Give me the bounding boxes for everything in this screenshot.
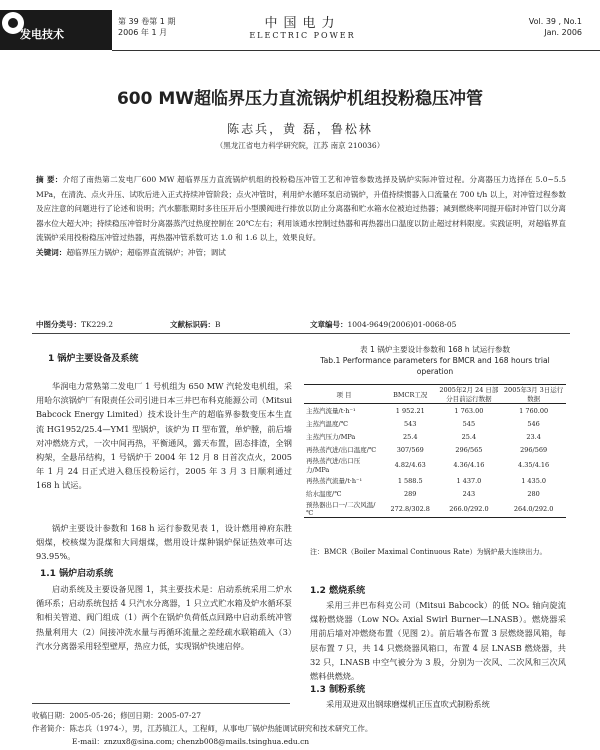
table-cell-bmcr: 543 <box>404 419 417 428</box>
table-cell-b: 1 760.00 <box>519 406 549 415</box>
section-1-3-paragraph: 采用双进双出钢球磨煤机正压直吹式制粉系统 <box>326 699 490 709</box>
table-cell-item: 主蒸汽压力/MPa <box>306 433 356 441</box>
table-cell-bmcr: 307/569 <box>396 445 424 454</box>
table-row <box>304 404 566 418</box>
author-email: E-mail：znzux8@sina.com; chenzb008@mails.tsinghua.edu.cn <box>72 737 310 746</box>
keywords: 超临界压力锅炉；超临界直流锅炉；冲管；调试 <box>66 247 226 257</box>
abstract-divider <box>32 333 570 334</box>
table-cell-item: 预热器出口一/二次风温/℃ <box>306 501 376 517</box>
table-cell-item: 再热蒸汽进/出口压力/MPa <box>306 457 361 474</box>
table-cell-b: 546 <box>527 419 540 428</box>
col-bmcr: BMCR工况 <box>393 390 428 399</box>
table-cell-a: 266.0/292.0 <box>449 504 489 513</box>
table-cell-b: 1 435.0 <box>521 476 547 485</box>
table-cell-b: 23.4 <box>526 432 541 441</box>
table-cell-item: 再热蒸汽流量/t·h⁻¹ <box>306 477 363 485</box>
section-1-paragraph: 华润电力常熟第二发电厂 1 号机组为 650 MW 汽轮发电机组，采用哈尔滨锅炉厂有限责任公司引进日本三井巴布科克能源公司（Mitsui Babcock Energy Limited）技术设计生产的超临界参数变压本生直流 HG1952/25.4—YM1 型锅炉，该炉为 Π 型布置，单炉膛，前后墙对冲燃烧方式，一次中间再热，平衡通风，露天布置，固态排渣，全钢构架，全悬吊结构，1 号锅炉于 2004 年 12 月 8 日首次点火，2005 年 1 月 24 日正式进入稳压投粉运行，2005 年 3 月 3 日顺利通过 168 h 试运。 <box>36 381 292 491</box>
clc-code: 中图分类号：TK229.2 <box>36 320 114 329</box>
table-row <box>304 417 566 430</box>
table-cell-b: 4.35/4.16 <box>518 461 550 469</box>
abstract-text: 介绍了南热第二发电厂600 MW 超临界压力直流锅炉机组的投粉稳压冲管工艺和冲管参数选择及锅炉实际冲管过程。分离器压力选择在 5.0~5.5 MPa，在清洗、点火升压、试吹后进入正式持续冲管阶段；点火冲管时，利用炉水循环泵启动锅炉，升值持续惯器入口流量在 700 t/h 以上，对冲管过程参数及应注意的问题进行了论述和说明；汽水膨胀期时多往压开后小型膜阀进行排放以防止分离器和贮水箱水位被迫过热器；减到燃烧率同提开临时冲管门以分离器水位大超大冲；持续稳压冲管时分离器蒸汽过热度控制在 20℃左右；利用该通水控制过热器和再热器出口温度以防止超过材料限度。实践证明，对超临界直流锅炉采用投粉稳压冲管过热器，再热器冲管系数可达 1.0 和 1.6 以上，效果良好。 <box>36 175 566 243</box>
table-row <box>304 430 566 443</box>
footnote-divider <box>32 703 290 704</box>
table-cell-item: 再热蒸汽进/出口温度/℃ <box>306 446 377 454</box>
abstract-label: 摘 要： <box>36 175 63 184</box>
table-row <box>304 456 566 474</box>
table-cell-bmcr: 25.4 <box>403 432 418 441</box>
section-1-2-paragraph: 采用三井巴布科克公司（Mitsui Babcock）的低 NOₓ 轴向旋流煤粉燃烧器（Low NOₓ Axial Swirl Burner—LNASB）。燃烧器采用前后墙对冲燃烧布置（见图 2）。前后墙各布置 3 层燃烧器风箱，每层布置 7 只，共 14 只燃烧器风箱口，布置 4 层 LNASB 燃烧器，共 32 只，LNASB 中空气被分为 3 股，分别为一次风、二次风和三次风燃料供燃烧。 <box>310 600 566 682</box>
table-cell-b: 264.0/292.0 <box>513 504 554 513</box>
table-row <box>304 443 566 456</box>
col-item: 项 目 <box>336 390 352 399</box>
table-cell-b: 296/569 <box>520 445 548 454</box>
footnote <box>32 709 572 748</box>
document-code: 文献标识码：B <box>170 320 221 329</box>
table-cell-a: 1 763.00 <box>454 406 484 415</box>
article-number: 文章编号：1004-9649(2006)01-0068-05 <box>310 320 457 329</box>
journal-name: 中国电力 ELECTRIC POWER <box>249 16 356 40</box>
section-1-1-title: 1.1 锅炉启动系统 <box>40 569 114 579</box>
abstract <box>36 173 566 261</box>
logo-label: 发电技术 <box>20 28 64 41</box>
journal-logo <box>0 10 112 50</box>
header-divider <box>112 50 600 51</box>
issue-info-en: Vol. 39 , No.1 Jan. 2006 <box>528 17 582 37</box>
section-1-2-title: 1.2 燃烧系统 <box>310 586 366 596</box>
table-1-note: 注：BMCR（Boiler Maximal Continuous Rate）为锅炉最大连续出力。 <box>310 548 547 556</box>
section-1-3-title: 1.3 制粉系统 <box>310 685 366 695</box>
section-1-title: 1 锅炉主要设备及系统 <box>48 354 139 364</box>
table-cell-a: 25.4 <box>461 432 477 441</box>
table-cell-bmcr: 289 <box>404 489 417 498</box>
table-row <box>304 474 566 487</box>
table-cell-a: 296/565 <box>455 445 483 454</box>
received-date: 收稿日期：2005-05-26；修回日期：2005-07-27 <box>32 711 201 720</box>
section-1-1-paragraph: 启动系统及主要设备见图 1，其主要技术是：启动系统采用二炉水循环系；启动系统包括 4 只汽水分离器，1 只立式贮水箱及炉水循环泵和相关管道、阀门组成（1）两个在锅炉负荷低点回路中启动系统冲管热量利用大（2）间接冲洗水量与再循环流量之差经疏水联箱疏入（3）汽水分离器采用轻型壁厚，热应力低，实现锅炉快速启停。 <box>36 584 292 651</box>
authors: 陈志兵，黄 磊，鲁松林 <box>227 122 373 136</box>
table-1 <box>304 384 566 518</box>
table-cell-a: 4.36/4.16 <box>453 461 485 469</box>
table-cell-item: 主蒸汽温度/℃ <box>306 420 348 428</box>
table-cell-bmcr: 1 952.21 <box>395 406 425 415</box>
paper-title: 600 MW超临界压力直流锅炉机组投粉稳压冲管 <box>116 89 484 109</box>
table-row <box>304 500 566 518</box>
table-cell-a: 1 437.0 <box>456 476 482 485</box>
table-cell-a: 545 <box>462 419 476 428</box>
table-cell-b: 280 <box>527 489 540 498</box>
section-1-paragraph-2: 锅炉主要设计参数和 168 h 运行参数见表 1，设计燃用神府东胜烟煤，校核煤为混煤和大同烟煤，燃用设计煤种锅炉保证热效率可达 93.95%。 <box>36 523 292 562</box>
table-1-caption: 表 1 锅炉主要设计参数和 168 h 试运行参数 Tab.1 Performance parameters for BMCR and 168 hours trial operation <box>320 345 550 376</box>
author-bio: 作者简介：陈志兵（1974-），男，江苏镇江人，工程师，从事电厂锅炉热能调试研究和技术研究工作。 <box>32 724 373 733</box>
table-cell-bmcr: 1 588.5 <box>397 476 423 485</box>
issue-info-cn: 第 39 卷第 1 期 2006 年 1 月 <box>118 17 176 37</box>
affiliation: （黑龙江省电力科学研究院，江苏 南京 210036） <box>215 141 385 150</box>
table-cell-a: 243 <box>462 489 476 498</box>
col-feb24: 2005年2月 24 日部分目前运行数据 <box>439 386 499 403</box>
table-cell-item: 主蒸汽流量/t·h⁻¹ <box>306 407 356 415</box>
table-cell-item: 给水温度/℃ <box>306 490 342 498</box>
table-row <box>304 487 566 500</box>
table-cell-bmcr: 4.82/4.63 <box>394 461 426 469</box>
col-mar3: 2005年3月 3日运行数据 <box>503 386 564 403</box>
table-cell-bmcr: 272.8/302.8 <box>390 504 430 513</box>
keywords-label: 关键词： <box>36 247 67 257</box>
